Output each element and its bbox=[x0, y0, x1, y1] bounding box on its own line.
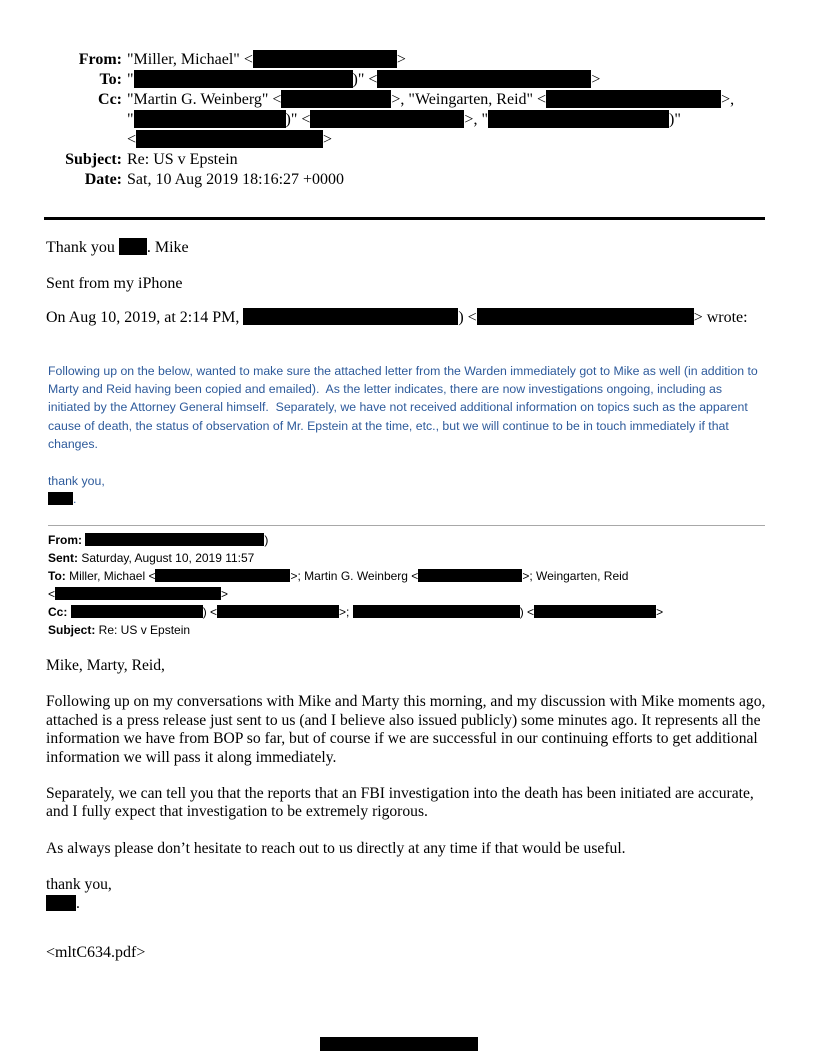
header-value bbox=[122, 50, 768, 70]
email-header-2 bbox=[48, 531, 765, 639]
header-value bbox=[122, 90, 768, 150]
text-segment: >; Martin G. Weinberg < bbox=[290, 569, 419, 583]
redaction-box bbox=[46, 895, 76, 911]
text-segment: > bbox=[591, 71, 601, 88]
note-paragraph: Following up on the below, wanted to make sure the attached letter from the Warden immediately got to Mike as well (in addition to Marty and Reid having been copied and emailed). As the letter indicates, there are now investigations ongoing, including as initiated by the Attorney General himself. Separately, we have not received additional information on topics such as the apparent cause of death, the status of observation of Mr. Epstein at the time, etc., but we will continue to be in touch immediately if that changes. bbox=[48, 364, 762, 451]
header-row bbox=[44, 170, 768, 190]
text-segment: < bbox=[127, 131, 137, 148]
header-label: Cc: bbox=[98, 91, 122, 108]
text-segment: > bbox=[323, 131, 333, 148]
text-segment: >; Weingarten, Reid bbox=[522, 569, 629, 583]
text-segment: Re: US v Epstein bbox=[95, 623, 191, 637]
footer-redaction-bar bbox=[320, 1037, 478, 1051]
text-segment: > bbox=[656, 605, 664, 619]
redaction-box bbox=[534, 605, 656, 618]
paragraph-3: As always please don’t hesitate to reach out to us directly at any time if that would be useful. bbox=[46, 839, 626, 857]
text-segment: Re: US v Epstein bbox=[127, 151, 238, 168]
header-row bbox=[44, 70, 768, 90]
redaction-box bbox=[119, 238, 147, 255]
paragraph-1: Following up on my conversations with Mike and Marty this morning, and my discussion with Mike moments ago, attached is a press release just sent to us (and I believe also issued publicly) some minutes ago. It represents all the information we have from BOP so far, but of course if we are successful in our continuing efforts to get additional information we will pass it along immediately. bbox=[46, 693, 766, 766]
header-label: Sent: bbox=[48, 551, 78, 565]
text-segment: ) < bbox=[519, 605, 535, 619]
text-segment: " bbox=[127, 71, 134, 88]
header-label: From: bbox=[48, 533, 82, 547]
header-row bbox=[44, 90, 768, 150]
body-line-quote-intro bbox=[46, 308, 770, 327]
redaction-box bbox=[310, 110, 464, 128]
text-segment: < bbox=[48, 587, 56, 601]
text-segment: On Aug 10, 2019, at 2:14 PM, bbox=[46, 309, 244, 326]
text-segment: >, "Weingarten, Reid" < bbox=[391, 91, 547, 108]
redaction-box bbox=[253, 50, 397, 68]
closing: thank you, bbox=[46, 876, 112, 894]
header-row bbox=[44, 50, 768, 70]
header-label: From: bbox=[78, 51, 122, 68]
attachment-reference[interactable]: <mltC634.pdf> bbox=[46, 944, 146, 961]
redaction-box bbox=[353, 605, 520, 618]
redaction-box bbox=[217, 605, 339, 618]
redaction-box bbox=[155, 569, 290, 582]
redaction-box bbox=[134, 70, 353, 88]
header-label: Subject: bbox=[48, 623, 96, 637]
text-segment: )" < bbox=[352, 71, 378, 88]
header-divider-rule bbox=[44, 217, 765, 220]
header-row bbox=[48, 549, 765, 567]
header-row bbox=[48, 567, 765, 603]
text-segment: )" bbox=[668, 111, 681, 128]
header-row bbox=[48, 531, 765, 549]
text-segment: >; bbox=[339, 605, 353, 619]
text-segment: Saturday, August 10, 2019 11:57 bbox=[78, 551, 255, 565]
header-row bbox=[48, 603, 765, 621]
text-segment: ) < bbox=[202, 605, 218, 619]
text-segment: >, bbox=[721, 91, 735, 108]
redaction-box bbox=[136, 130, 323, 148]
redaction-box bbox=[281, 90, 391, 108]
header-row bbox=[44, 150, 768, 170]
redaction-box bbox=[418, 569, 522, 582]
redaction-box bbox=[488, 110, 669, 128]
text-segment: "Martin G. Weinberg" < bbox=[127, 91, 282, 108]
redaction-box bbox=[48, 492, 73, 505]
text-segment: ) < bbox=[458, 309, 477, 326]
header-label: Date: bbox=[84, 171, 122, 188]
header-value bbox=[122, 150, 768, 170]
header-label: Subject: bbox=[65, 151, 122, 168]
quoted-header-divider-rule bbox=[48, 525, 765, 526]
header-label: To: bbox=[48, 569, 66, 583]
redaction-box bbox=[55, 587, 221, 600]
signature bbox=[46, 895, 772, 913]
redaction-box bbox=[243, 308, 458, 325]
text-segment: > wrote: bbox=[693, 309, 748, 326]
redaction-box bbox=[477, 308, 694, 325]
text-segment: . bbox=[73, 492, 77, 507]
quoted-note-blue bbox=[48, 362, 762, 508]
text-segment: Thank you bbox=[46, 239, 119, 256]
header-label: Cc: bbox=[48, 605, 68, 619]
body-line-sent-from-iphone: Sent from my iPhone bbox=[46, 275, 183, 292]
text-segment: " bbox=[127, 111, 134, 128]
redaction-box bbox=[85, 533, 264, 546]
header-value bbox=[122, 170, 768, 190]
text-segment: . bbox=[76, 894, 80, 912]
redaction-box bbox=[134, 110, 286, 128]
note-signature bbox=[48, 490, 762, 508]
text-segment: >, " bbox=[464, 111, 488, 128]
email-header-1 bbox=[44, 50, 768, 190]
header-label: To: bbox=[99, 71, 122, 88]
note-closing: thank you, bbox=[48, 474, 105, 489]
text-segment: "Miller, Michael" < bbox=[127, 51, 253, 68]
redaction-box bbox=[377, 70, 591, 88]
redaction-box bbox=[71, 605, 203, 618]
salutation: Mike, Marty, Reid, bbox=[46, 657, 165, 674]
header-value bbox=[122, 70, 768, 90]
text-segment: Miller, Michael < bbox=[65, 569, 156, 583]
text-segment: . Mike bbox=[146, 239, 189, 256]
header-row bbox=[48, 621, 765, 639]
text-segment: > bbox=[221, 587, 229, 601]
paragraph-2: Separately, we can tell you that the reports that an FBI investigation into the death has been initiated are accurate, and I fully expect that investigation to be extremely rigorous. bbox=[46, 785, 754, 821]
redaction-box bbox=[546, 90, 721, 108]
text-segment: > bbox=[396, 51, 406, 68]
email-body-2 bbox=[46, 657, 772, 913]
body-line-thanks bbox=[46, 238, 770, 257]
text-segment: ) bbox=[264, 533, 269, 547]
text-segment: )" < bbox=[285, 111, 311, 128]
text-segment: Sat, 10 Aug 2019 18:16:27 +0000 bbox=[127, 171, 345, 188]
